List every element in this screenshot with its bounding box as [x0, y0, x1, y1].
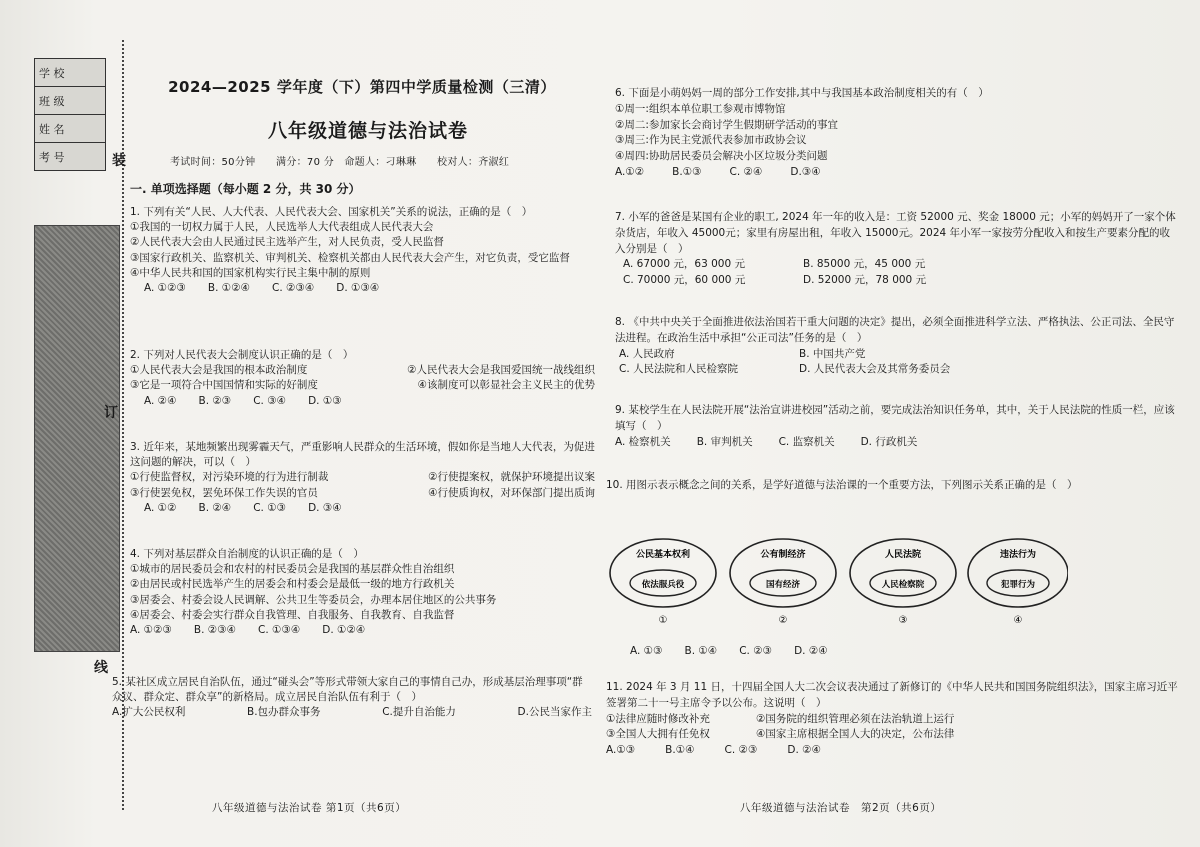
- concept-diagrams: [608, 535, 1068, 640]
- question-stem: 2. 下列对人民代表大会制度认识正确的是（ ）: [130, 349, 354, 361]
- question-item: ③它是一项符合中国国情和实际的好制度: [130, 379, 318, 392]
- question-9: [615, 403, 1180, 450]
- binding-mark-zhuang: 装: [112, 153, 126, 169]
- diagram-outer-label: 违法行为: [999, 550, 1037, 560]
- choice: D. ②④: [787, 744, 821, 756]
- question-stem: 10. 用图示表示概念之间的关系，是学好道德与法治课的一个重要方法，下列图示关系正确的是（ ）: [606, 479, 1078, 491]
- question-stem: 11. 2024 年 3 月 11 日，十四届全国人大二次会议表决通过了新修订的《中华人民共和国国务院组织法》，国家主席习近平签署第二十一号主席令予以公布。这说明（ ）: [606, 681, 1178, 709]
- question-2: [130, 348, 595, 409]
- question-item: ④居委会、村委会实行群众自我管理、自我服务、自我教育、自我监督: [130, 608, 455, 621]
- diagram-3: [850, 539, 956, 626]
- question-item: ①行使监督权，对污染环境的行为进行制裁: [130, 471, 329, 484]
- choice: C. ②④: [729, 165, 763, 178]
- choice: A. 检察机关: [615, 435, 671, 448]
- diagram-outer-label: 公有制经济: [760, 550, 806, 560]
- choice: B.①④: [665, 744, 695, 756]
- choice: B. ①②④: [207, 282, 251, 295]
- question-item: ③居委会、村委会设人民调解、公共卫生等委员会，办理本居住地区的公共事务: [130, 593, 497, 606]
- field-school: 学 校: [35, 59, 106, 87]
- question-6: [615, 86, 1175, 181]
- choice: D. 人民代表大会及其常务委员会: [799, 363, 951, 376]
- student-info-table: [34, 58, 106, 171]
- field-name: 姓 名: [35, 115, 106, 143]
- question-11: [606, 680, 1181, 759]
- question-stem: 4. 下列对基层群众自治制度的认识正确的是（ ）: [130, 548, 364, 560]
- question-item: ②周二:参加家长会商讨学生假期研学活动的事宜: [615, 118, 838, 131]
- choice: A. 67000 元，63 000 元: [623, 258, 745, 271]
- choice: B. ②③④: [193, 624, 237, 637]
- diagram-1: [610, 539, 716, 626]
- choice: C.提升自治能力: [382, 706, 456, 719]
- exam-title: 2024—2025 学年度（下）第四中学质量检测（三清）: [168, 78, 556, 96]
- diagram-number: ②: [778, 615, 788, 626]
- page-footer-2: 八年级道德与法治试卷 第2页（共6页）: [740, 802, 942, 814]
- choice: D. ②④: [794, 645, 828, 657]
- question-1: [130, 205, 595, 296]
- choice: C. ②③: [739, 645, 773, 657]
- choice: D. 52000 元，78 000 元: [803, 274, 927, 286]
- choice: D. ①②④: [322, 624, 366, 637]
- choice: A. 人民政府: [619, 347, 675, 360]
- choice: B. ②③: [198, 394, 232, 407]
- diagram-inner-label: 犯罪行为: [1000, 580, 1036, 590]
- choice: C. ②③④: [272, 282, 315, 295]
- diagram-4: [968, 539, 1068, 626]
- binding-mark-ding: 订: [104, 405, 118, 421]
- exam-subtitle: 八年级道德与法治试卷: [267, 120, 468, 142]
- section-heading: 一. 单项选择题（每小题 2 分，共 30 分）: [130, 182, 361, 196]
- question-10-choices: [630, 645, 1130, 657]
- question-4: [130, 547, 595, 638]
- diagram-number: ④: [1013, 615, 1023, 626]
- question-3: [130, 440, 595, 516]
- choice: A.①②: [615, 165, 645, 178]
- diagram-inner-label: 国有经济: [765, 580, 801, 590]
- binding-shaded-area: [34, 225, 120, 652]
- exam-meta: 考试时间：50分钟 满分：70 分 命题人：刁琳琳 校对人：齐淑红: [170, 157, 510, 168]
- question-7: [615, 210, 1180, 289]
- choice: C. ②③: [724, 744, 758, 756]
- choice: D. ③④: [308, 501, 342, 514]
- question-item: ②人民代表大会是我国爱国统一战线组织: [407, 364, 595, 377]
- question-item: ①我国的一切权力属于人民，人民选举人大代表组成人民代表大会: [130, 221, 434, 234]
- choice: D. ①③④: [336, 282, 380, 295]
- question-stem: 8. 《中共中央关于全面推进依法治国若干重大问题的决定》提出，必须全面推进科学立法、严格执法、公正司法、全民守法进程。在政治生活中承担“公正司法”任务的是（ ）: [615, 316, 1175, 344]
- choice: C. ③④: [253, 394, 287, 407]
- choice: A. ②④: [144, 394, 177, 407]
- choice: C. ①③: [253, 501, 287, 514]
- question-5: [112, 675, 592, 721]
- question-stem: 1. 下列有关“人民、人大代表、人民代表大会、国家机关”关系的说法，正确的是（ ）: [130, 206, 533, 218]
- choice: B. 中国共产党: [799, 347, 866, 360]
- diagram-inner-label: 依法服兵役: [641, 580, 685, 590]
- choice: A. ①②: [144, 501, 177, 514]
- question-item: ②由居民或村民选举产生的居委会和村委会是最低一级的地方行政机关: [130, 578, 455, 591]
- diagram-number: ①: [658, 615, 668, 626]
- question-10: [606, 477, 1176, 494]
- question-stem: 6. 下面是小萌妈妈一周的部分工作安排,其中与我国基本政治制度相关的有（ ）: [615, 87, 989, 99]
- choice: D.公民当家作主: [517, 706, 592, 719]
- question-item: ①法律应随时修改补充: [606, 712, 710, 725]
- question-item: ③全国人大拥有任免权: [606, 728, 710, 741]
- question-item: ④该制度可以彰显社会主义民主的优势: [417, 379, 595, 392]
- field-number: 考 号: [35, 143, 106, 171]
- choice: A.①③: [606, 744, 636, 756]
- choice: B. 审判机关: [696, 435, 753, 448]
- binding-mark-xian: 线: [94, 660, 108, 676]
- question-item: ①周一:组织本单位职工参观市博物馆: [615, 102, 786, 115]
- choice: A. ①②③: [130, 624, 172, 637]
- choice: B. 85000 元，45 000 元: [803, 258, 926, 271]
- choice: C. 70000 元，60 000 元: [623, 274, 746, 286]
- choice: A. ①③: [630, 645, 663, 657]
- choice: B. ①④: [684, 645, 718, 657]
- diagram-outer-label: 公民基本权利: [635, 550, 691, 560]
- question-item: ②国务院的组织管理必须在法治轨道上运行: [756, 712, 955, 725]
- choice: D. ①③: [308, 394, 342, 407]
- question-stem: 3. 近年来，某地频繁出现雾霾天气，严重影响人民群众的生活环境，假如你是当地人大代表，为促进这问题的解决，可以（ ）: [130, 441, 595, 469]
- question-item: ③周三:作为民主党派代表参加市政协会议: [615, 134, 807, 147]
- choice: B.包办群众事务: [247, 706, 321, 719]
- choice: A. ①②③: [144, 282, 186, 295]
- question-item: ④国家主席根据全国人大的决定，公布法律: [756, 728, 955, 741]
- diagram-2: [730, 539, 836, 626]
- question-stem: 7. 小军的爸爸是某国有企业的职工, 2024 年一年的收入是：工资 52000 元、奖金 18000 元；小军的妈妈开了一家个体杂货店，年收入 45000元；家里有房屋出租，年收入 15000元。2024 年小军一家按劳分配收入和按生产要素分配的收入分别是（ ）: [615, 211, 1176, 255]
- question-stem: 5. 某社区成立居民自治队伍，通过“碰头会”等形式带领大家自己的事情自己办，形成基层治理事项“群众议、群众定、群众享”的新格局。成立居民自治队伍有利于（ ）: [112, 676, 583, 704]
- field-class: 班 级: [35, 87, 106, 115]
- question-stem: 9. 某校学生在人民法院开展“法治宣讲进校园”活动之前，要完成法治知识任务单，其中，关于人民法院的性质一栏，应该填写（ ）: [615, 404, 1175, 432]
- question-item: ②人民代表大会由人民通过民主选举产生，对人民负责，受人民监督: [130, 236, 444, 249]
- question-item: ③国家行政机关、监察机关、审判机关、检察机关都由人民代表大会产生，对它负责，受它监督: [130, 251, 570, 264]
- choice: D. 行政机关: [860, 435, 918, 448]
- diagram-number: ③: [898, 615, 908, 626]
- choice: B. ②④: [198, 501, 232, 514]
- question-item: ①人民代表大会是我国的根本政治制度: [130, 364, 308, 377]
- question-item: ③行使罢免权，罢免环保工作失误的官员: [130, 486, 318, 499]
- choice: A.扩大公民权利: [112, 706, 186, 719]
- diagram-outer-label: 人民法院: [884, 550, 922, 560]
- question-item: ④周四:协助居民委员会解决小区垃圾分类问题: [615, 150, 828, 162]
- choice: C. 监察机关: [778, 435, 835, 448]
- question-8: [615, 315, 1180, 378]
- page-footer-1: 八年级道德与法治试卷 第1页（共6页）: [212, 802, 407, 814]
- choice: D.③④: [790, 165, 821, 178]
- choice: B.①③: [672, 165, 702, 178]
- choice: C. ①③④: [258, 624, 301, 637]
- question-item: ②行使提案权，就保护环境提出议案: [428, 471, 595, 484]
- question-item: ①城市的居民委员会和农村的村民委员会是我国的基层群众性自治组织: [130, 563, 455, 576]
- choice: C. 人民法院和人民检察院: [619, 363, 739, 376]
- diagram-inner-label: 人民检察院: [881, 580, 925, 590]
- question-item: ④中华人民共和国的国家机构实行民主集中制的原则: [130, 266, 371, 279]
- question-item: ④行使质询权，对环保部门提出质询: [428, 486, 595, 499]
